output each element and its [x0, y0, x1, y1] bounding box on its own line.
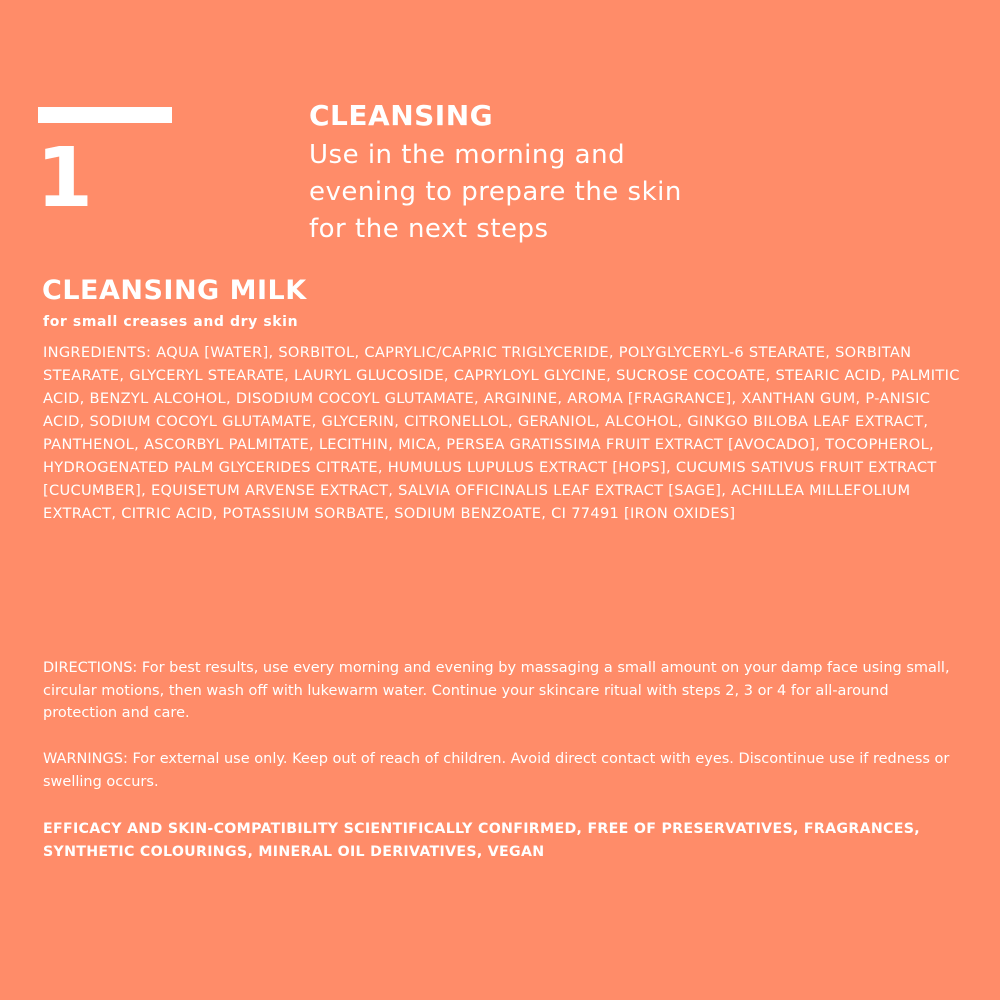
step-divider-bar [38, 107, 172, 123]
product-subtitle: for small creases and dry skin [43, 314, 299, 330]
product-name: CLEANSING MILK [42, 275, 307, 306]
directions-text: DIRECTIONS: For best results, use every morning and evening by massaging a small amount on your damp face using small, circular motions, then wash off with lukewarm water. Continue your skincare ritual with steps 2, 3 or 4 for all-around protection and care. [43, 660, 950, 721]
ingredients-list: INGREDIENTS: AQUA [WATER], SORBITOL, CAPRYLIC/CAPRIC TRIGLYCERIDE, POLYGLYCERYL-6 STEARATE, SORBITAN STEARATE, GLYCERYL STEARATE, LAURYL GLUCOSIDE, CAPRYLOYL GLYCINE, SUCROSE COCOATE, STEARIC ACID, PALMITIC ACID, BENZYL ALCOHOL, DISODIUM COCOYL GLUTAMATE, ARGININE, AROMA [FRAGRANCE], XANTHAN GUM, P-ANISIC ACID, SODIUM COCOYL GLUTAMATE, GLYCERIN, CITRONELLOL, GERANIOL, ALCOHOL, GINKGO BILOBA LEAF EXTRACT, PANTHENOL, ASCORBYL PALMITATE, LECITHIN, MICA, PERSEA GRATISSIMA FRUIT EXTRACT [AVOCADO], TOCOPHEROL, HYDROGENATED PALM GLYCERIDES CITRATE, HUMULUS LUPULUS EXTRACT [HOPS], CUCUMIS SATIVUS FRUIT EXTRACT [CUCUMBER], EQUISETUM ARVENSE EXTRACT, SALVIA OFFICINALIS LEAF EXTRACT [SAGE], ACHILLEA MILLEFOLIUM EXTRACT, CITRIC ACID, POTASSIUM SORBATE, SODIUM BENZOATE, CI 77491 [IRON OXIDES] [43, 344, 960, 522]
step-title: CLEANSING [309, 99, 494, 132]
step-number: 1 [36, 131, 92, 226]
product-claims: EFFICACY AND SKIN-COMPATIBILITY SCIENTIFICALLY CONFIRMED, FREE OF PRESERVATIVES, FRAGRANCES, SYNTHETIC COLOURINGS, MINERAL OIL DERIVATIVES, VEGAN [43, 821, 920, 860]
step-description: Use in the morning and evening to prepare the skin for the next steps [309, 140, 682, 244]
warnings-text: WARNINGS: For external use only. Keep out of reach of children. Avoid direct contact with eyes. Discontinue use if redness or swelling occurs. [43, 751, 950, 790]
